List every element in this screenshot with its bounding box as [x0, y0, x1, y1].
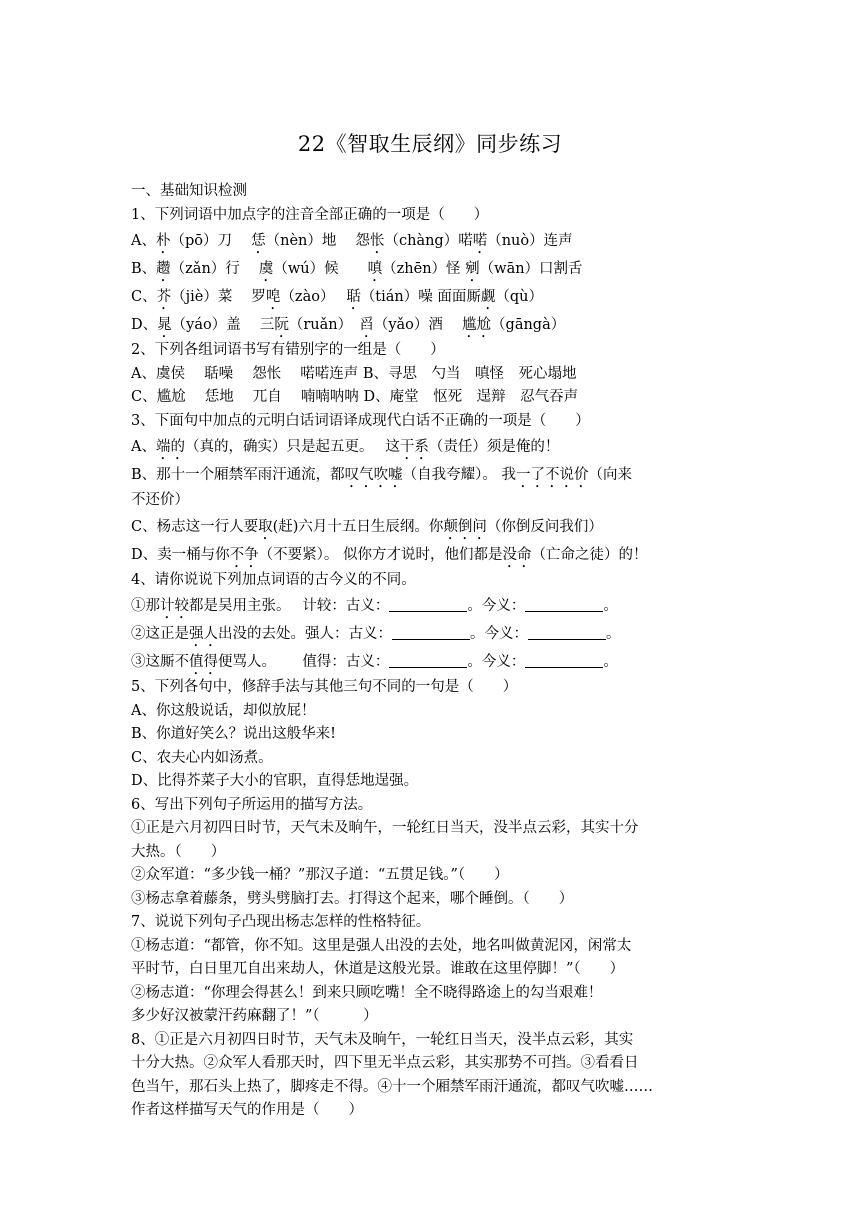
- q6-line: ②众军道：“多少钱一桶？”那汉子道：“五贯足钱。”（ ）: [131, 867, 509, 883]
- q2-options-ab: A、虞侯 聒噪 怨怅 喏喏连声 B、寻思 勺当 嗔怪 死心塌地: [131, 365, 577, 382]
- q5-option-b: B、你道好笑么？说出这般华来!: [131, 726, 336, 742]
- q8-line: 十分大热。②众军人看那天时，四下里无半点云彩，其实那势不可挡。③看看日: [131, 1055, 639, 1071]
- q1-option-d: D、晁（yáo）盖 三阮（ruǎn） 舀（yǎo）酒 尴尬（gāngà）: [131, 317, 566, 333]
- section-heading: 一、基础知识检测: [131, 183, 247, 199]
- q7-line: ②杨志道：“你理会得甚么！到来只顾吃嘴！全不晓得路途上的勾当艰难！: [131, 984, 603, 1001]
- q3-stem: 3、下面句中加点的元明白话词语译成现代白话不正确的一项是（ ）: [131, 412, 590, 429]
- q5-option-a: A、你这般说话，却似放屁！: [131, 702, 316, 719]
- q6-line: ③杨志拿着藤条，劈头劈脑打去。打得这个起来，哪个睡倒。（ ）: [131, 890, 574, 907]
- q1-option-b: B、趱（zǎn）行 虞（wú）候 嗔（zhēn）怪 剜（wān）口割舌: [131, 261, 583, 277]
- q1-option-c: C、芥（jiè）菜 罗唣（zào） 聒（tián）噪 面面厮觑（qù）: [131, 289, 543, 305]
- q2-options-cd: C、尴尬 恁地 兀自 喃喃呐呐 D、庵堂 怄死 逞辩 忍气吞声: [131, 389, 579, 405]
- q7-stem: 7、说说下列句子凸现出杨志怎样的性格特征。: [131, 914, 431, 930]
- exercise-content: [131, 180, 735, 1123]
- answer-blank[interactable]: [389, 653, 467, 668]
- q7-line: ①杨志道：“都管，你不知。这里是强人出没的去处，地名叫做黄泥冈，闲常太: [131, 937, 632, 954]
- q2-stem: 2、下列各组词语书写有错别字的一组是（ ）: [131, 342, 445, 358]
- q4-item: ②这正是强人出没的去处。强人：古义： 。今义： 。: [131, 626, 621, 642]
- answer-blank[interactable]: [528, 625, 606, 640]
- q3-option-a: A、端的（真的，确实）只是起五更。 这干系（责任）须是俺的！: [131, 439, 560, 455]
- q1-option-a: A、朴（pō）刀 恁（nèn）地 怨怅（chàng）喏喏（nuò）连声: [131, 233, 573, 249]
- q3-option-b-cont: 不还价）: [131, 492, 189, 508]
- q7-line: 多少好汉被蒙汗药麻翻了！”（ ）: [131, 1008, 378, 1024]
- q4-item: ①那计较都是吴用主张。 计较：古义： 。今义： 。: [131, 598, 618, 614]
- answer-blank[interactable]: [525, 653, 603, 668]
- q8-line: 作者这样描写天气的作用是（ ）: [131, 1102, 363, 1118]
- q5-stem: 5、下列各句中，修辞手法与其他三句不同的一句是（ ）: [131, 679, 518, 695]
- q5-option-d: D、比得芥菜子大小的官职，直得恁地逞强。: [131, 773, 419, 789]
- answer-blank[interactable]: [525, 597, 603, 612]
- answer-blank[interactable]: [389, 597, 467, 612]
- q3-option-d: D、卖一桶与你不争（不要紧）。 似你方才说时，他们都是没命（亡命之徒）的！: [131, 546, 648, 563]
- q6-line: ①正是六月初四日时节，天气未及晌午，一轮红日当天，没半点云彩，其实十分: [131, 820, 639, 836]
- q3-option-c: C、杨志这一行人要取(赶)六月十五日生辰纲。你颠倒问（你倒反问我们）: [131, 518, 603, 535]
- q8-line: 色当午，那石头上热了，脚疼走不得。④十一个厢禁军雨汗通流，都叹气吹嘘……: [131, 1078, 653, 1095]
- q6-stem: 6、写出下列句子所运用的描写方法。: [131, 796, 373, 813]
- q4-stem: 4、请你说说下列加点词语的古今义的不同。: [131, 571, 416, 588]
- answer-blank[interactable]: [392, 625, 470, 640]
- q1-stem: 1、下列词语中加点字的注音全部正确的一项是（ ）: [131, 206, 489, 223]
- q3-option-b: B、那十一个厢禁军雨汗通流，都叹气吹嘘（自我夸耀）。 我一了不说价（向来: [131, 467, 633, 483]
- q5-option-c: C、农夫心内如汤煮。: [131, 749, 273, 766]
- q4-item: ③这厮不值得便骂人。 值得：古义： 。今义： 。: [131, 654, 618, 670]
- q8-line: 8、①正是六月初四日时节，天气未及晌午，一轮红日当天，没半点云彩，其实: [131, 1031, 634, 1048]
- q7-line: 平时节，白日里兀自出来劫人，休道是这般光景。谁敢在这里停脚！”（ ）: [131, 961, 625, 977]
- q6-line: 大热。（ ）: [131, 843, 226, 860]
- page-title: 22《智取生辰纲》同步练习: [297, 132, 563, 156]
